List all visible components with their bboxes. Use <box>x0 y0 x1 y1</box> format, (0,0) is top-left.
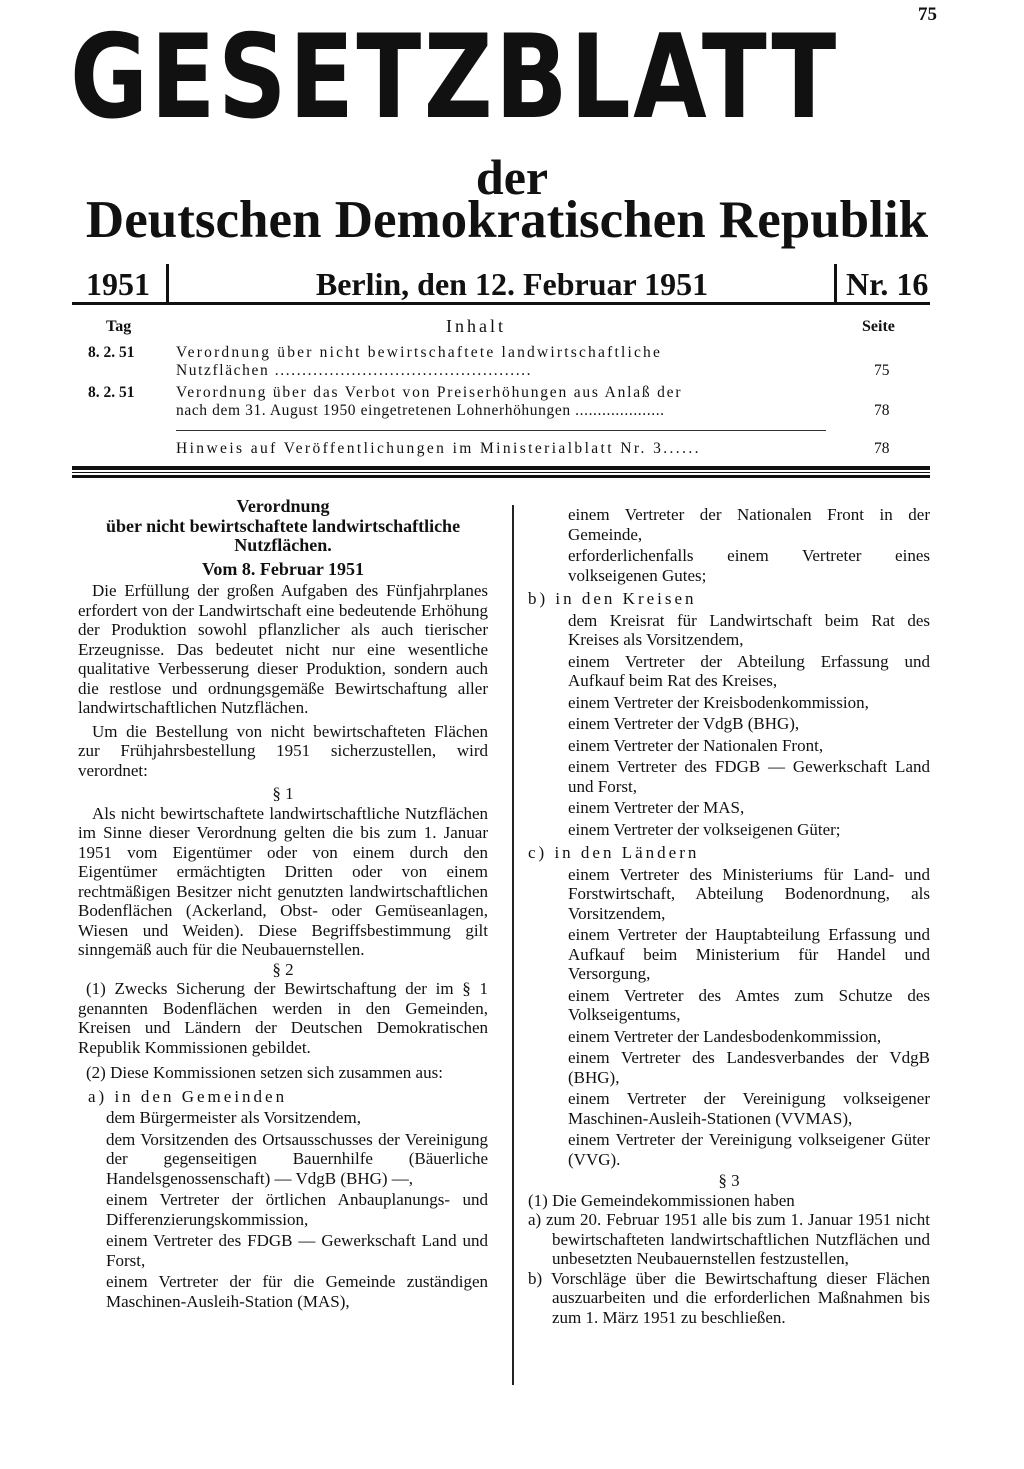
list-item: einem Vertreter der Nationalen Front, <box>568 735 824 755</box>
list-item: einem Vertreter der örtlichen Anbauplanungs- und Differenzierungskommission, <box>106 1190 488 1229</box>
section-heading: § 2 <box>272 959 294 979</box>
list-label: c) in den Ländern <box>528 843 700 862</box>
masthead-republic: Deutschen Demokratischen Republik <box>85 191 929 249</box>
list-item: einem Vertreter der für die Gemeinde zuständigen Maschinen-Ausleih-Station (MAS), <box>106 1272 488 1311</box>
section-heading: § 3 <box>718 1171 740 1190</box>
issue-place-date: Berlin, den 12. Februar 1951 <box>315 266 709 302</box>
ordinance-title: Nutzflächen. <box>234 535 332 555</box>
right-column <box>528 505 930 1327</box>
list-item: einem Vertreter des FDGB — Gewerkschaft Land und Forst, <box>106 1231 488 1270</box>
section-rule-bottom <box>72 475 930 478</box>
list-label: b) in den Kreisen <box>528 589 697 608</box>
list-item: dem Kreisrat für Landwirtschaft beim Rat des Kreises als Vorsitzendem, <box>568 610 930 649</box>
list-item: einem Vertreter des Landesverbandes der VdgB (BHG), <box>568 1048 930 1087</box>
issue-divider-right <box>834 264 837 304</box>
masthead-title: GESETZBLATT <box>70 10 839 145</box>
contents-page-header: Seite <box>862 318 895 335</box>
contents-heading: Inhalt <box>446 316 506 336</box>
contents-entry-line: nach dem 31. August 1950 eingetretenen Lohnerhöhungen .................... <box>176 402 665 419</box>
contents-day-header: Tag <box>106 318 132 335</box>
list-item: einem Vertreter der Vereinigung volkseigener Güter (VVG). <box>568 1130 930 1169</box>
list-item: einem Vertreter der Hauptabteilung Erfassung und Aufkauf beim Ministerium für Handel und Versorgung, <box>568 925 930 983</box>
section-rule-top <box>72 466 930 470</box>
section-text: Als nicht bewirtschaftete landwirtschaftliche Nutzflächen im Sinne dieser Verordnung gelten die bis zum 1. Januar 1951 vom Eigentümer oder von einem durch den Eigentümer ermächtigten Dritten oder von einem rechtmäßigen Besitzer nicht genutzten landwirtschaftlichen Bodenflächen (Ackerland, Obst- oder Gemüseanlagen, Wiesen und Weiden). Diese Begriffsbestimmung gilt sinngemäß auch für die Neubauernstellen. <box>78 803 488 959</box>
contents-entry-page: 78 <box>874 402 890 419</box>
list-item: erforderlichenfalls einem Vertreter eines volkseigenen Gutes; <box>568 546 930 585</box>
list-item: dem Bürgermeister als Vorsitzendem, <box>106 1108 361 1127</box>
ordinance-title: Verordnung <box>236 496 330 516</box>
intro-paragraph: Die Erfüllung der großen Aufgaben des Fünfjahrplanes erfordert von der Landwirtschaft eine bedeutende Erhöhung der Produktion sowohl pflanzlicher als auch tierischer Erzeugnisse. Das bedeutet nicht nur eine wesentliche qualitative Verbesserung dieser Produktion, sondern auch die restlose und ordnungsgemäße Bewirtschaftung aller landwirtschaftlichen Nutzflächen. <box>78 581 488 717</box>
contents-entry-date: 8. 2. 51 <box>88 344 135 361</box>
list-label: a) in den Gemeinden <box>88 1086 288 1106</box>
intro-paragraph: Um die Bestellung von nicht bewirtschafteten Flächen zur Frühjahrsbestellung 1951 sicherzustellen, wird verordnet: <box>78 721 488 780</box>
list-item: einem Vertreter der VdgB (BHG), <box>568 714 800 733</box>
contents-entry-date: 8. 2. 51 <box>88 384 135 401</box>
page-number: 75 <box>918 4 937 25</box>
contents-notice: Hinweis auf Veröffentlichungen im Ministerialblatt Nr. 3...... <box>176 440 701 457</box>
list-item: einem Vertreter des FDGB — Gewerkschaft Land und Forst, <box>568 757 930 796</box>
contents-entry-line: Verordnung über das Verbot von Preiserhöhungen aus Anlaß der <box>176 384 683 401</box>
list-item: einem Vertreter des Amtes zum Schutze des Volkseigentums, <box>568 985 930 1024</box>
masthead-der: der <box>475 149 549 205</box>
list-item: einem Vertreter der Landesbodenkommission, <box>568 1026 882 1046</box>
issue-year: 1951 <box>86 266 150 302</box>
column-divider <box>512 505 514 1385</box>
list-item: einem Vertreter der Nationalen Front in der Gemeinde, <box>568 505 930 544</box>
issue-number: Nr. 16 <box>846 266 929 302</box>
section-text: a) zum 20. Februar 1951 alle bis zum 1. Januar 1951 nicht bewirtschafteten landwirtschaftlichen Nutzflächen und unbesetzten Neubauernstellen festzustellen, <box>528 1210 930 1268</box>
list-item: einem Vertreter des Ministeriums für Land- und Forstwirtschaft, Abteilung Bodenordnung, als Vorsitzendem, <box>568 864 930 923</box>
ordinance-date: Vom 8. Februar 1951 <box>202 558 364 579</box>
list-item: einem Vertreter der MAS, <box>568 798 745 817</box>
section-text: (1) Zwecks Sicherung der Bewirtschaftung der im § 1 genannten Bodenflächen werden in den Gemeinden, Kreisen und Ländern der Deutschen Demokratischen Republik Kommissionen gebildet. <box>78 979 488 1057</box>
section-heading: § 1 <box>272 784 294 803</box>
contents-notice-page: 78 <box>874 440 890 457</box>
section-text: (2) Diese Kommissionen setzen sich zusammen aus: <box>86 1063 443 1082</box>
section-rule-middle <box>72 472 930 473</box>
section-text: (1) Die Gemeindekommissionen haben <box>528 1190 795 1210</box>
contents-entry-line: Nutzflächen ............................................... <box>176 362 533 379</box>
list-item: einem Vertreter der Vereinigung volkseigener Maschinen-Ausleih-Stationen (VVMAS), <box>568 1089 930 1128</box>
left-column <box>78 497 488 1311</box>
ordinance-title: über nicht bewirtschaftete landwirtschaftliche <box>105 515 461 536</box>
list-item: dem Vorsitzenden des Ortsausschusses der Vereinigung der gegenseitigen Bauernhilfe (Bäuerliche Handelsgenossenschaft) — VdgB (BHG) —, <box>106 1129 488 1188</box>
list-item: einem Vertreter der Kreisbodenkommission, <box>568 692 869 712</box>
section-text: b) Vorschläge über die Bewirtschaftung dieser Flächen auszuarbeiten und die erforderlichen Maßnahmen bis zum 1. März 1951 zu beschließen. <box>528 1268 930 1327</box>
list-item: einem Vertreter der volkseigenen Güter; <box>568 819 841 839</box>
list-item: einem Vertreter der Abteilung Erfassung und Aufkauf beim Rat des Kreises, <box>568 651 930 690</box>
contents-entry-page: 75 <box>874 362 890 379</box>
contents-entry-line: Verordnung über nicht bewirtschaftete landwirtschaftliche <box>176 344 663 361</box>
contents-notice-rule <box>176 430 826 431</box>
